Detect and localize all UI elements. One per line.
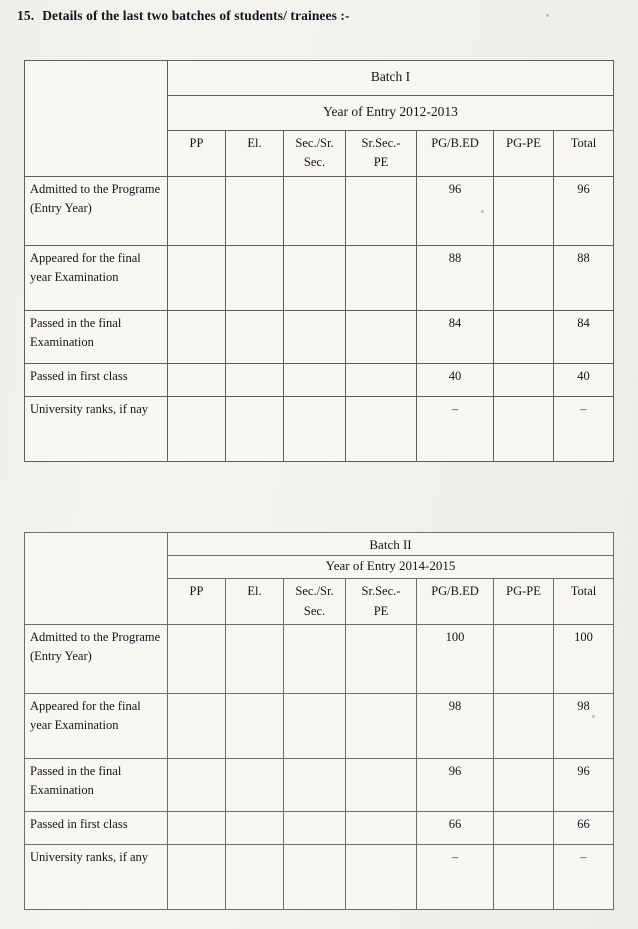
cell-pp [168, 363, 226, 396]
cell-srsecpe [346, 396, 417, 461]
col-header-el [226, 130, 284, 176]
cell-srsecpe [346, 694, 417, 759]
cell-el [226, 759, 284, 812]
cell-total: – [554, 845, 614, 910]
col-header-pgbed-line1: PG/B.ED [431, 584, 479, 599]
cell-srsecpe [346, 176, 417, 245]
cell-el [226, 845, 284, 910]
cell-pgbed: 96 [417, 759, 494, 812]
batch-title-row [25, 533, 614, 556]
row-label: Appeared for the final year Examination [25, 245, 168, 310]
batch-1-entry-year: Year of Entry 2012-2013 [168, 95, 614, 130]
page-heading [17, 8, 350, 24]
col-header-pgbed [417, 579, 494, 625]
cell-pgpe [494, 812, 554, 845]
col-header-pp [168, 130, 226, 176]
cell-pgpe [494, 310, 554, 363]
batch-2-title: Batch II [168, 533, 614, 556]
cell-el [226, 396, 284, 461]
cell-total: 66 [554, 812, 614, 845]
scan-artifact [546, 14, 549, 17]
col-header-total [554, 579, 614, 625]
cell-total: 88 [554, 245, 614, 310]
batch-1-title: Batch I [168, 61, 614, 96]
cell-sec [284, 694, 346, 759]
table-row [25, 363, 614, 396]
cell-pgpe [494, 396, 554, 461]
cell-srsecpe [346, 625, 417, 694]
row-label: Passed in the final Examination [25, 310, 168, 363]
table-row [25, 812, 614, 845]
table-row [25, 176, 614, 245]
cell-pgpe [494, 625, 554, 694]
corner-cell [25, 533, 168, 625]
col-header-srsecpe-line2: PE [373, 603, 389, 618]
cell-pp [168, 759, 226, 812]
batch-1-table [24, 60, 614, 462]
col-header-total-line1: Total [570, 584, 597, 599]
col-header-srsecpe [346, 130, 417, 176]
cell-sec [284, 625, 346, 694]
col-header-pgbed-line1: PG/B.ED [431, 135, 479, 150]
cell-pp [168, 310, 226, 363]
col-header-srsecpe [346, 579, 417, 625]
cell-pgbed: 66 [417, 812, 494, 845]
cell-total: 96 [554, 759, 614, 812]
table-row [25, 845, 614, 910]
col-header-sec [284, 579, 346, 625]
cell-pgpe [494, 176, 554, 245]
col-header-total-line1: Total [570, 135, 597, 150]
table-row [25, 310, 614, 363]
cell-sec [284, 759, 346, 812]
col-header-sec-line2: Sec. [303, 603, 326, 618]
col-header-total [554, 130, 614, 176]
cell-pgbed: – [417, 396, 494, 461]
cell-sec [284, 363, 346, 396]
col-header-pgpe [494, 579, 554, 625]
cell-el [226, 310, 284, 363]
cell-pgbed: 98 [417, 694, 494, 759]
col-header-srsecpe-line1: Sr.Sec.- [361, 584, 401, 599]
row-label: Admitted to the Programe (Entry Year) [25, 176, 168, 245]
cell-pp [168, 396, 226, 461]
col-header-pp [168, 579, 226, 625]
col-header-pgpe-line1: PG-PE [506, 135, 541, 150]
row-label: Passed in the final Examination [25, 759, 168, 812]
cell-sec [284, 812, 346, 845]
col-header-pgpe-line1: PG-PE [506, 584, 541, 599]
cell-el [226, 812, 284, 845]
cell-sec [284, 845, 346, 910]
cell-pgpe [494, 845, 554, 910]
cell-srsecpe [346, 759, 417, 812]
cell-srsecpe [346, 245, 417, 310]
row-label: Passed in first class [25, 812, 168, 845]
cell-pgbed: 88 [417, 245, 494, 310]
batch-title-row [25, 61, 614, 96]
cell-pgpe [494, 245, 554, 310]
col-header-el-line1: El. [247, 135, 262, 150]
cell-el [226, 245, 284, 310]
cell-sec [284, 396, 346, 461]
table-row [25, 245, 614, 310]
cell-el [226, 176, 284, 245]
heading-text: Details of the last two batches of students/ trainees :- [42, 8, 350, 23]
cell-el [226, 363, 284, 396]
table-row [25, 625, 614, 694]
cell-pgbed: 84 [417, 310, 494, 363]
col-header-pgpe [494, 130, 554, 176]
cell-total: – [554, 396, 614, 461]
row-label: Passed in first class [25, 363, 168, 396]
scan-artifact [481, 210, 484, 213]
cell-pp [168, 812, 226, 845]
col-header-srsecpe-line1: Sr.Sec.- [361, 135, 401, 150]
corner-cell [25, 61, 168, 177]
cell-pp [168, 694, 226, 759]
col-header-pp-line1: PP [189, 135, 204, 150]
cell-srsecpe [346, 363, 417, 396]
cell-pgbed: 100 [417, 625, 494, 694]
table-row [25, 694, 614, 759]
cell-sec [284, 245, 346, 310]
col-header-sec [284, 130, 346, 176]
batch-2-table [24, 532, 614, 910]
table-row [25, 759, 614, 812]
cell-total: 96 [554, 176, 614, 245]
cell-pp [168, 176, 226, 245]
col-header-el [226, 579, 284, 625]
cell-total: 40 [554, 363, 614, 396]
cell-srsecpe [346, 310, 417, 363]
col-header-sec-line1: Sec./Sr. [295, 135, 334, 150]
row-label: Admitted to the Programe (Entry Year) [25, 625, 168, 694]
row-label: University ranks, if nay [25, 396, 168, 461]
col-header-pp-line1: PP [189, 584, 204, 599]
cell-pgbed: 96 [417, 176, 494, 245]
col-header-sec-line2: Sec. [303, 155, 326, 170]
col-header-srsecpe-line2: PE [373, 155, 389, 170]
cell-pp [168, 245, 226, 310]
cell-pgpe [494, 759, 554, 812]
cell-total: 100 [554, 625, 614, 694]
col-header-el-line1: El. [247, 584, 262, 599]
cell-pgpe [494, 363, 554, 396]
cell-sec [284, 176, 346, 245]
col-header-sec-line1: Sec./Sr. [295, 584, 334, 599]
cell-pp [168, 845, 226, 910]
col-header-pgbed [417, 130, 494, 176]
batch-2-entry-year: Year of Entry 2014-2015 [168, 556, 614, 579]
heading-number: 15. [17, 8, 35, 23]
table-row [25, 396, 614, 461]
row-label: University ranks, if any [25, 845, 168, 910]
cell-pgbed: 40 [417, 363, 494, 396]
cell-total: 98 [554, 694, 614, 759]
cell-srsecpe [346, 845, 417, 910]
cell-el [226, 625, 284, 694]
cell-pgbed: – [417, 845, 494, 910]
scan-artifact [592, 715, 595, 718]
cell-pgpe [494, 694, 554, 759]
cell-sec [284, 310, 346, 363]
cell-pp [168, 625, 226, 694]
row-label: Appeared for the final year Examination [25, 694, 168, 759]
cell-srsecpe [346, 812, 417, 845]
cell-el [226, 694, 284, 759]
cell-total: 84 [554, 310, 614, 363]
